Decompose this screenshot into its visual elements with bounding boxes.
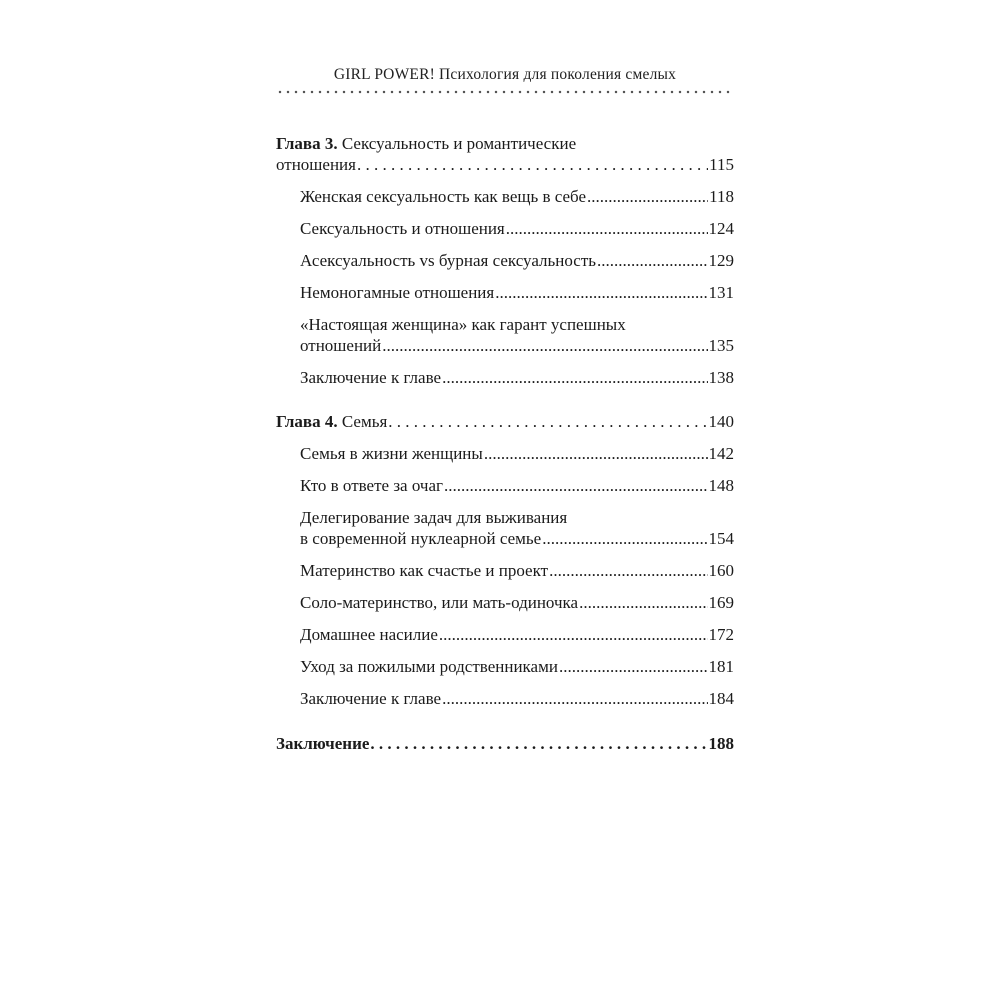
section-title-line2: отношений xyxy=(300,336,382,355)
dot-leader xyxy=(439,624,708,645)
dot-leader xyxy=(597,250,707,271)
section-page: 154 xyxy=(708,529,734,548)
header-dotted-rule xyxy=(276,90,734,94)
toc-section-entry xyxy=(276,218,734,239)
section-title: Заключение к главе xyxy=(300,689,442,708)
section-page: 160 xyxy=(708,561,734,580)
dot-leader xyxy=(549,560,707,581)
section-title: Сексуальность и отношения xyxy=(300,219,505,238)
toc-section-entry xyxy=(276,250,734,271)
section-page: 169 xyxy=(708,593,734,612)
toc-section-entry xyxy=(276,656,734,677)
toc-section-entry xyxy=(276,314,734,356)
section-title: Уход за пожилыми родственниками xyxy=(300,657,558,676)
section-page: 138 xyxy=(708,368,734,387)
table-of-contents xyxy=(276,133,734,754)
conclusion-page: 188 xyxy=(708,734,734,753)
toc-section-entry xyxy=(276,186,734,207)
section-page: 135 xyxy=(708,336,734,355)
section-page: 148 xyxy=(708,476,734,495)
chapter-3-entry xyxy=(276,133,734,175)
toc-section-entry xyxy=(276,507,734,549)
toc-section-entry xyxy=(276,475,734,496)
dot-leader xyxy=(579,592,707,613)
section-title: Немоногамные отношения xyxy=(300,283,495,302)
toc-section-entry xyxy=(276,282,734,303)
section-title-line2: в современной нуклеарной семье xyxy=(300,529,542,548)
section-title-line1: «Настоящая женщина» как гарант успешных xyxy=(300,315,626,334)
dot-leader xyxy=(357,154,708,175)
toc-section-entry xyxy=(276,624,734,645)
dot-leader xyxy=(495,282,707,303)
toc-section-entry xyxy=(276,688,734,709)
section-title: Соло-материнство, или мать-одиночка xyxy=(300,593,579,612)
dot-leader xyxy=(444,475,708,496)
toc-section-entry xyxy=(276,367,734,388)
toc-section-entry xyxy=(276,443,734,464)
dot-leader xyxy=(388,411,707,432)
dot-leader xyxy=(506,218,708,239)
dot-leader xyxy=(442,367,707,388)
section-title: Материнство как счастье и проект xyxy=(300,561,549,580)
chapter-4-label: Глава 4. xyxy=(276,412,338,431)
chapter-4-title: Семья xyxy=(341,412,388,431)
running-head-title: GIRL POWER! Психология для поколения смелых xyxy=(333,66,677,83)
section-title: Асексуальность vs бурная сексуальность xyxy=(300,251,597,270)
dot-leader xyxy=(382,335,707,356)
section-page: 172 xyxy=(708,625,734,644)
toc-section-entry xyxy=(276,592,734,613)
section-page: 124 xyxy=(708,219,734,238)
dot-leader xyxy=(442,688,707,709)
section-title: Заключение к главе xyxy=(300,368,442,387)
chapter-3-title-line2: отношения xyxy=(276,155,356,174)
chapter-3-label: Глава 3. xyxy=(276,134,338,153)
section-page: 181 xyxy=(708,657,734,676)
dot-leader xyxy=(559,656,708,677)
section-page: 118 xyxy=(709,187,734,206)
dot-leader xyxy=(370,733,707,754)
chapter-3-title-line1: Сексуальность и романтические xyxy=(341,134,577,153)
section-title: Семья в жизни женщины xyxy=(300,444,483,463)
conclusion-title: Заключение xyxy=(276,734,370,753)
section-page: 184 xyxy=(708,689,734,708)
section-page: 129 xyxy=(708,251,734,270)
conclusion-entry xyxy=(276,733,734,754)
dot-leader xyxy=(484,443,708,464)
toc-section-entry xyxy=(276,560,734,581)
chapter-4-page: 140 xyxy=(708,412,734,431)
section-title: Кто в ответе за очаг xyxy=(300,476,443,495)
section-title-line1: Делегирование задач для выживания xyxy=(300,508,568,527)
dot-leader xyxy=(587,186,708,207)
section-page: 142 xyxy=(708,444,734,463)
section-page: 131 xyxy=(708,283,734,302)
section-title: Женская сексуальность как вещь в себе xyxy=(300,187,587,206)
dot-leader xyxy=(542,528,707,549)
section-title: Домашнее насилие xyxy=(300,625,438,644)
chapter-3-page: 115 xyxy=(709,155,734,174)
chapter-4-entry xyxy=(276,411,734,432)
